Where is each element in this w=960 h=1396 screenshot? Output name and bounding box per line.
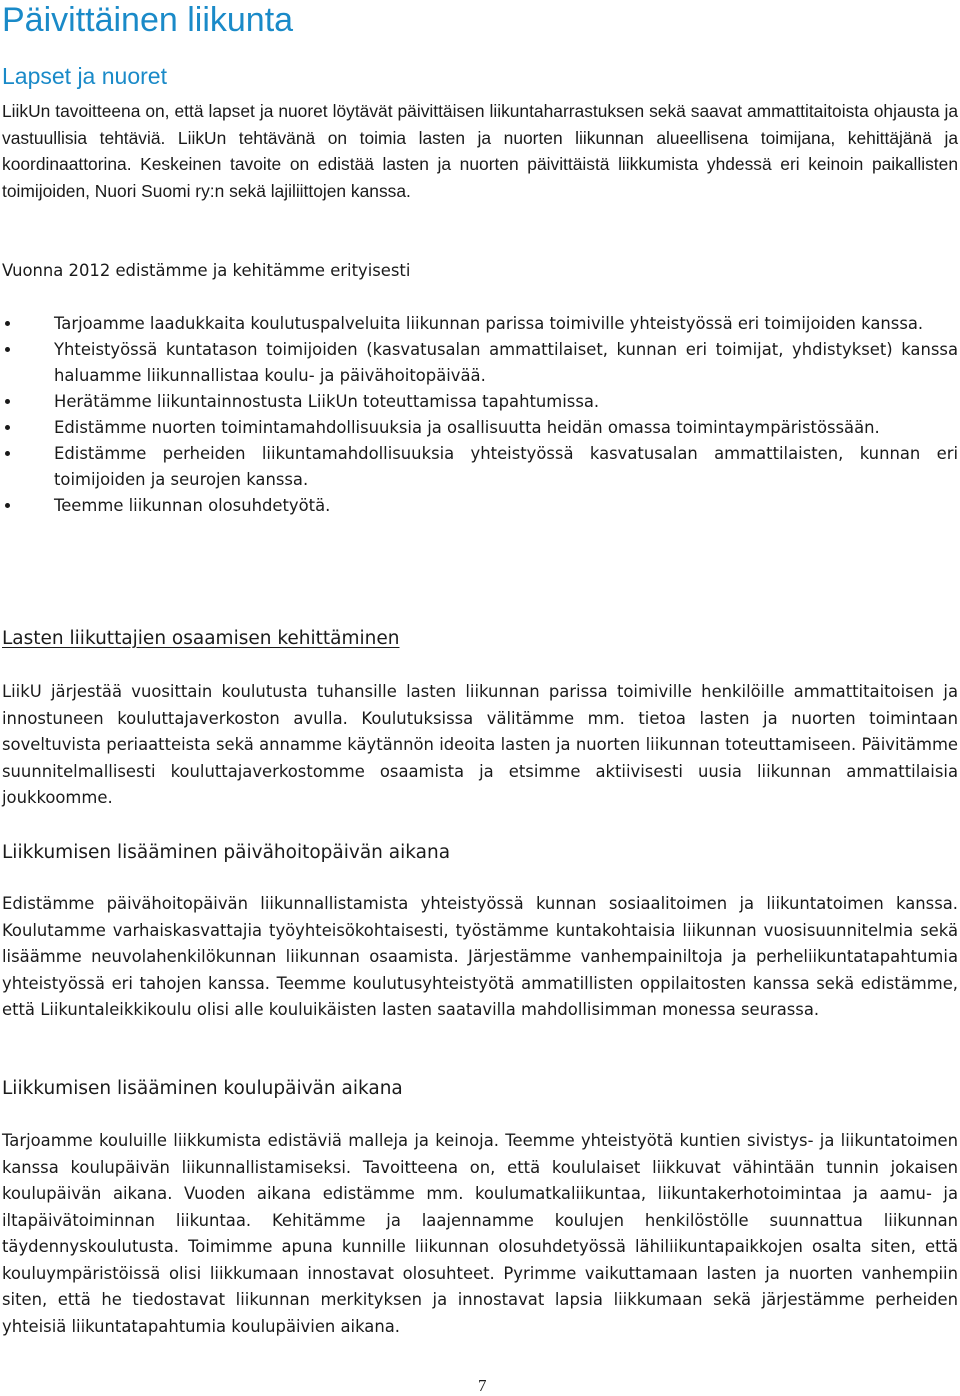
list-item: Yhteistyössä kuntatason toimijoiden (kasvatusalan ammattilaiset, kunnan eri toimijat, yhdistykset) kanssa haluamme liikunnallistaa koulu- ja päivähoitopäivää. — [0, 337, 958, 389]
bullet-icon — [5, 451, 10, 456]
section-text-school: Tarjoamme kouluille liikkumista edistäviä malleja ja keinoja. Teemme yhteistyötä kuntien sivistys- ja liikuntatoimen kanssa koulupäivän liikunnallistamiseksi. Tavoitteena on, että koululaiset liikkuvat vähintään tunnin jokaisen koulupäivän aikana. Vuoden aikana edistämme mm. koulumatkaliikuntaa, liikuntakerhotoimintaa ja aamu- ja iltapäivätoiminnan liikuntaa. Kehitämme ja laajennamme koulujen henkilöstölle suunnattua liikunnan täydennyskoulutusta. Toimimme apuna kunnille liikunnan olosuhdetyössä lähiliikuntapaikkojen osalta siten, että kouluympäristöissä olisi liikkumaan innostavat olosuhteet. Pyrimme vaikuttamaan lasten ja nuorten vanhempiin siten, että he tiedostavat liikunnan merkityksen ja innostavat lapsia liikkumaan sekä järjestämme perheiden yhteisiä liikuntatapahtumia koulupäivien aikana. — [2, 1131, 958, 1336]
year-heading: Vuonna 2012 edistämme ja kehitämme erityisesti — [2, 261, 411, 280]
list-item: Edistämme nuorten toimintamahdollisuuksia ja osallisuutta heidän omassa toimintaympäristössään. — [0, 415, 958, 441]
section-text-trainers: LiikU järjestää vuosittain koulutusta tuhansille lasten liikunnan parissa toimiville henkilöille ammattitaitoisen ja innostuneen kouluttajaverkoston avulla. Koulutuksissa välitämme mm. tietoa lasten ja nuorten toimintaan soveltuvista periaatteista sekä annamme käytännön ideoita lasten ja nuorten liikunnan toteuttamiseen. Päivitämme suunnitelmallisesti kouluttajaverkostomme osaamista ja etsimme aktiivisesti uusia liikunnan ammattilaisia joukkoomme. — [2, 682, 958, 807]
section-text-daycare: Edistämme päivähoitopäivän liikunnallistamista yhteistyössä kunnan sosiaalitoimen ja liikuntatoimen kanssa. Koulutamme varhaiskasvattajia työyhteisökohtaisesti, työstämme kuntakohtaisia liikunnan vuosisuunnitelmia sekä lisäämme neuvolahenkilökunnan liikunnan osaamista. Järjestämme vanhempainiltoja ja perheliikuntatapahtumia yhteistyössä eri tahojen kanssa. Teemme koulutusyhteistyötä ammatillisten oppilaitosten kanssa sekä edistämme, että Liikuntaleikkikoulu olisi alle kouluikäisten lasten saatavilla mahdollisimman monessa seurassa. — [2, 894, 958, 1019]
list-item: Edistämme perheiden liikuntamahdollisuuksia yhteistyössä kasvatusalan ammattilaisten, kunnan eri toimijoiden ja seurojen kanssa. — [0, 441, 958, 493]
bullet-icon — [5, 399, 10, 404]
list-item: Herätämme liikuntainnostusta LiikUn toteuttamissa tapahtumissa. — [0, 389, 958, 415]
page-title: Päivittäinen liikunta — [2, 1, 294, 39]
bullet-icon — [5, 503, 10, 508]
list-item: Tarjoamme laadukkaita koulutuspalveluita liikunnan parissa toimiville yhteistyössä eri toimijoiden kanssa. — [0, 311, 958, 337]
list-item: Teemme liikunnan olosuhdetyötä. — [0, 493, 958, 519]
section-heading-school: Liikkumisen lisääminen koulupäivän aikana — [2, 1078, 403, 1099]
bullet-icon — [5, 425, 10, 430]
bullet-icon — [5, 347, 10, 352]
intro-paragraph: LiikUn tavoitteena on, että lapset ja nuoret löytävät päivittäisen liikuntaharrastuksen sekä saavat ammattitaitoista ohjausta ja vastuullisia tehtäviä. LiikUn tehtävänä on toimia lasten ja nuorten liikunnan alueellisena toimijana, kehittäjänä ja koordinaattorina. Keskeinen tavoite on edistää lasten ja nuorten päivittäistä liikkumista yhdessä eri keinoin paikallisten toimijoiden, Nuori Suomi ry:n sekä lajiliittojen kanssa. — [2, 101, 958, 201]
section-heading-daycare: Liikkumisen lisääminen päivähoitopäivän aikana — [2, 842, 451, 863]
bullet-icon — [5, 321, 10, 326]
goals-list — [0, 311, 960, 519]
section-heading-trainers: Lasten liikuttajien osaamisen kehittäminen — [2, 628, 400, 649]
page-subtitle: Lapset ja nuoret — [2, 63, 167, 89]
page-number: 7 — [478, 1376, 487, 1395]
